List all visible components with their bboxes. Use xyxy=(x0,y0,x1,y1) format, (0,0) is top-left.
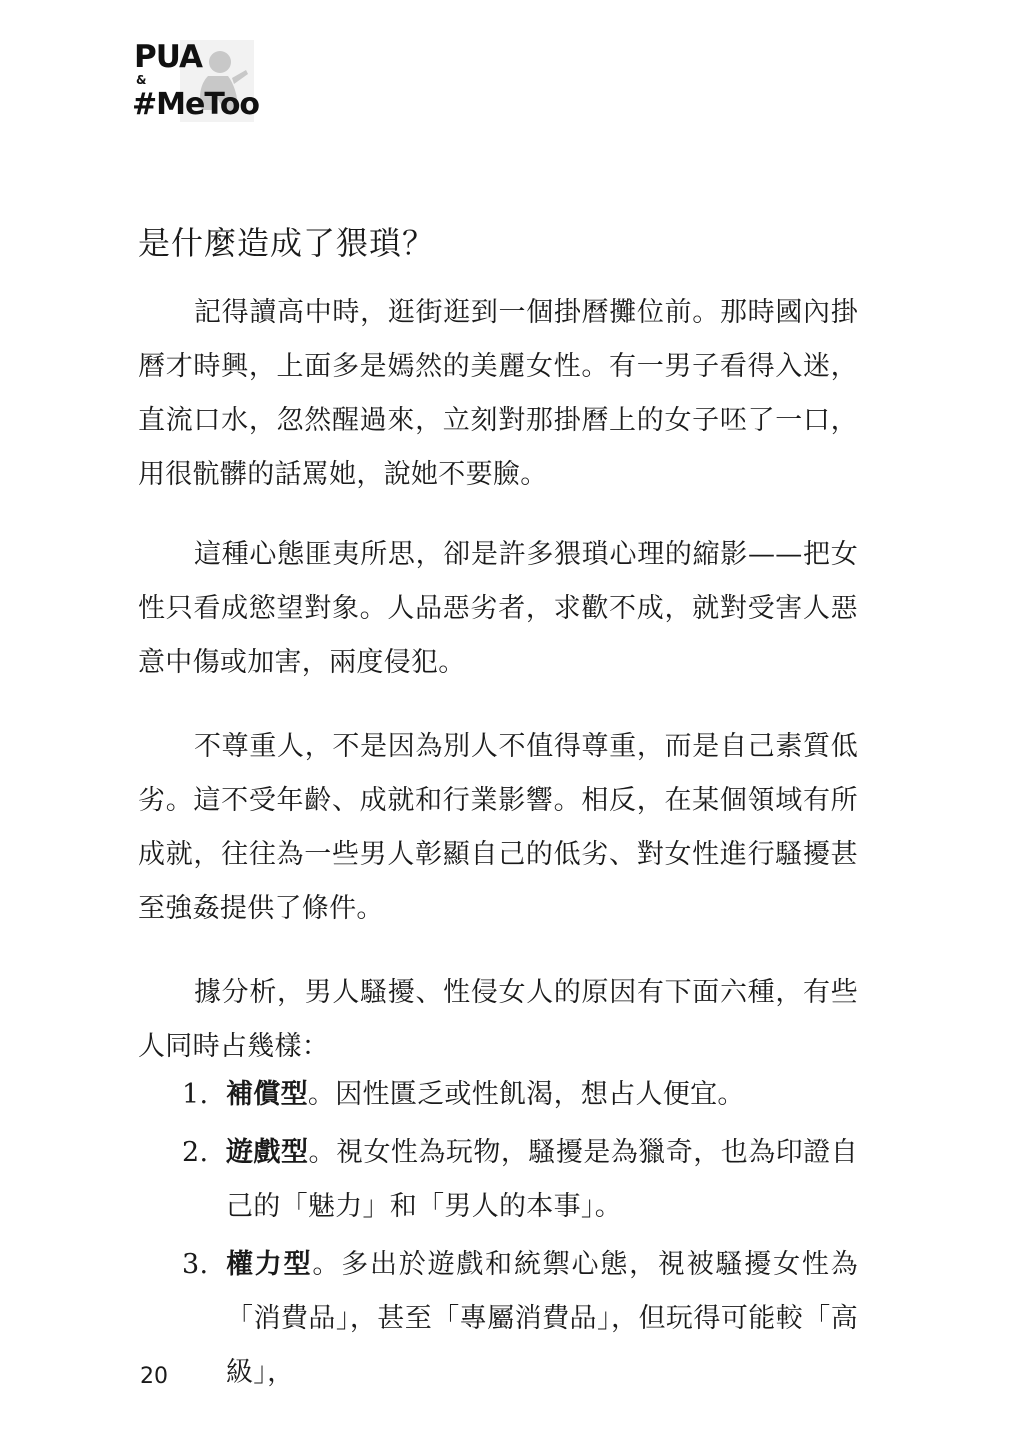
list-item xyxy=(138,1068,858,1122)
paragraph: 不尊重人，不是因為別人不值得尊重，而是自己素質低劣。這不受年齡、成就和行業影響。相反，在某個領域有所成就，往往為一些男人彰顯自己的低劣、對女性進行騷擾甚至強姦提供了條件。 xyxy=(138,731,858,924)
list-item-text: 。視女性為玩物，騷擾是為獵奇，也為印證自己的「魅力」和「男人的本事」。 xyxy=(226,1137,859,1222)
list-item xyxy=(138,1126,858,1234)
logo-ampersand: & xyxy=(136,73,147,87)
list-item-term: 遊戲型 xyxy=(226,1137,309,1168)
page-title: 是什麼造成了猥瑣？ xyxy=(138,224,436,262)
book-logo xyxy=(132,40,258,122)
list-item xyxy=(138,1238,858,1400)
list-item-term: 權力型 xyxy=(226,1249,313,1280)
list-item-text: 。多出於遊戲和統禦心態，視被騷擾女性為「消費品」，甚至「專屬消費品」，但玩得可能較「高級」， xyxy=(226,1249,858,1388)
paragraph: 據分析，男人騷擾、性侵女人的原因有下面六種，有些人同時占幾樣： xyxy=(138,977,858,1062)
logo-metoo: #MeToo xyxy=(132,87,260,122)
paragraph: 這種心態匪夷所思，卻是許多猥瑣心理的縮影——把女性只看成慾望對象。人品惡劣者，求歡不成，就對受害人惡意中傷或加害，兩度侵犯。 xyxy=(138,539,858,678)
list-item-number: 1. xyxy=(182,1079,209,1110)
list-item-text: 。因性匱乏或性飢渴，想占人便宜。 xyxy=(307,1079,745,1110)
logo-pua: PUA xyxy=(134,39,202,75)
list-item-number: 3. xyxy=(182,1249,209,1280)
page-number: 20 xyxy=(140,1364,168,1389)
list-item-term: 補償型 xyxy=(226,1079,308,1110)
cause-list xyxy=(138,1068,858,1404)
paragraph: 記得讀高中時，逛街逛到一個掛曆攤位前。那時國內掛曆才時興，上面多是嫣然的美麗女性。有一男子看得入迷，直流口水，忽然醒過來，立刻對那掛曆上的女子呸了一口，用很骯髒的話罵她，說她不要臉。 xyxy=(138,297,858,490)
list-item-number: 2. xyxy=(182,1137,209,1168)
